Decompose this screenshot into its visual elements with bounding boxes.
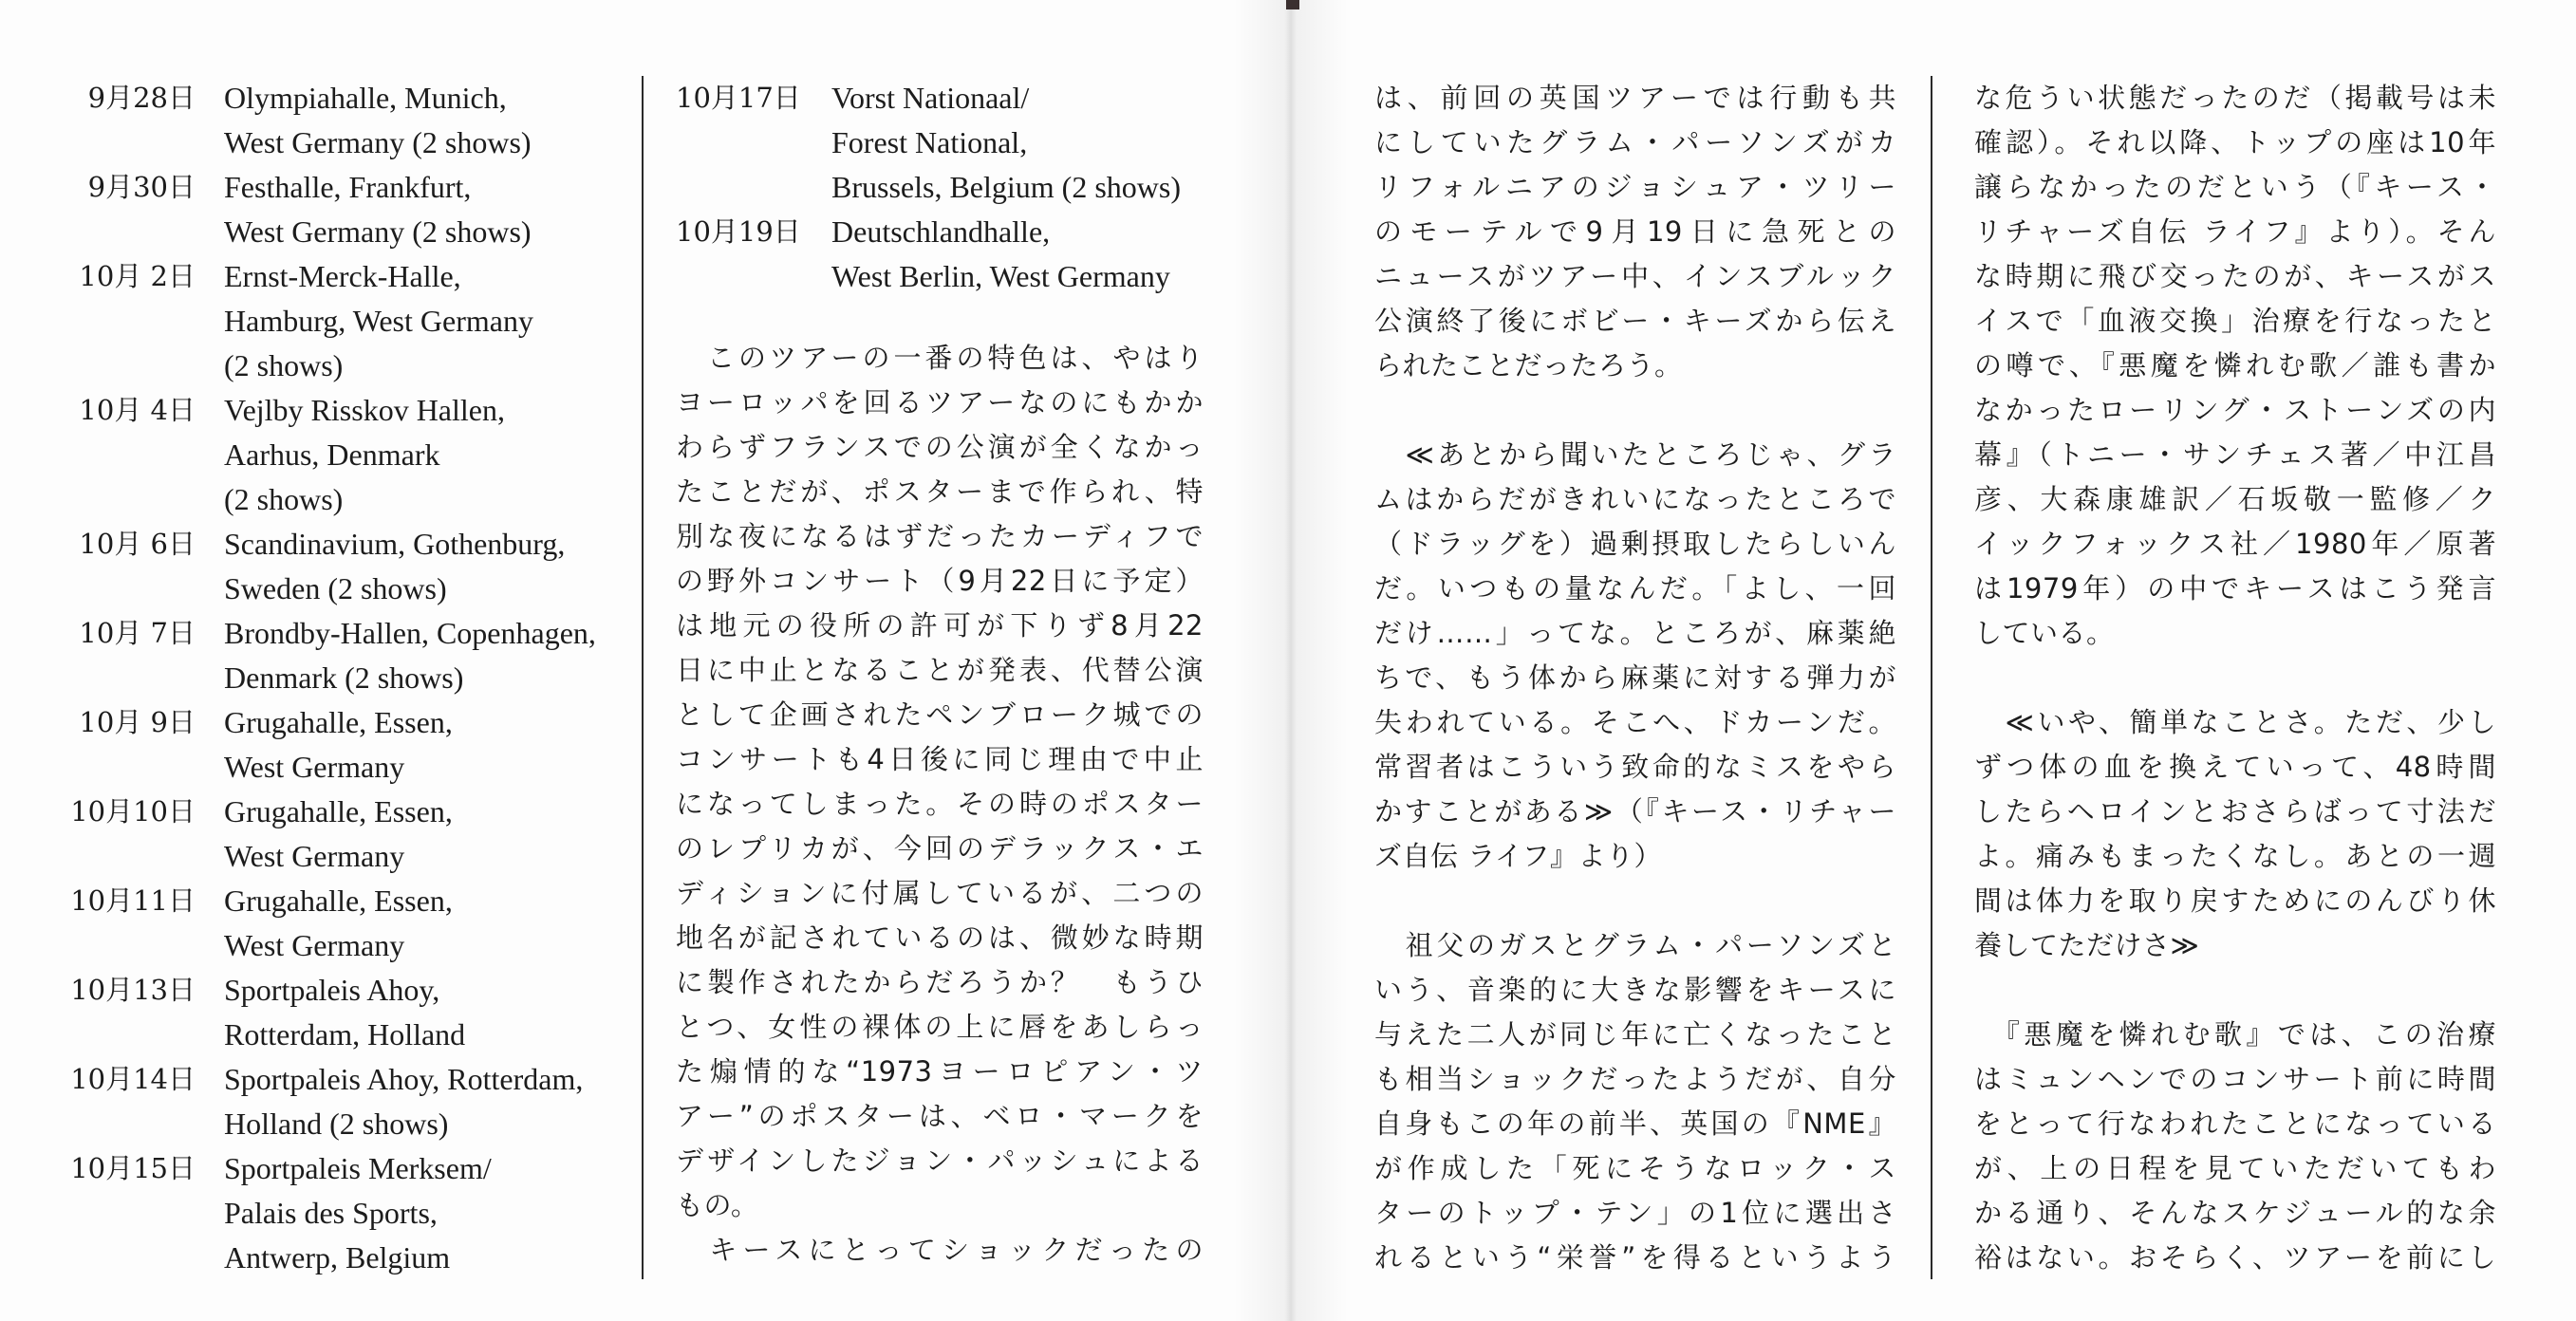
- text-line: 間は体力を取り戻すためにのんびり休: [1974, 884, 2496, 917]
- text-line: したらヘロインとおさらばって寸法だ: [1974, 795, 2496, 828]
- text-line: このツアーの一番の特色は、やはり: [676, 342, 1204, 374]
- text-line: に製作されたからだろうか？ もうひ: [676, 966, 1204, 998]
- text-line: アー”のポスターは、ベロ・マークを: [676, 1100, 1204, 1132]
- text-line: だ。いつもの量なんだ。「よし、一回: [1374, 572, 1896, 605]
- column-rule-right: [1931, 76, 1932, 1279]
- text-line: [1374, 388, 1896, 433]
- text-line: 常習者はこういう致命的なミスをやら: [1374, 751, 1896, 783]
- schedule-date: 10月11日: [70, 884, 196, 917]
- venue-line: Olympiahalle, Munich,: [224, 81, 507, 115]
- text-line: のレプリカが、今回のデラックス・エ: [676, 832, 1204, 865]
- venue-line: Vorst Nationaal/: [831, 81, 1030, 115]
- text-line: はミュンヘンでのコンサート前に時間: [1974, 1063, 2496, 1095]
- text-line: ニュースがツアー中、インスブルック: [1374, 260, 1896, 292]
- text-line: ちで、もう体から麻薬に対する弾力が: [1374, 661, 1896, 694]
- text-line: コンサートも4日後に同じ理由で中止: [676, 743, 1204, 775]
- text-line: れるという“栄誉”を得るというよう: [1374, 1241, 1896, 1274]
- article-column-2: [676, 336, 1204, 1273]
- text-line: な危うい状態だったのだ（掲載号は未: [1974, 82, 2496, 114]
- text-line: 別な夜になるはずだったカーディフで: [676, 520, 1204, 552]
- venue-line: Ernst-Merck-Halle,: [224, 259, 461, 293]
- text-line: として企画されたペンブローク城での: [676, 698, 1204, 731]
- text-line: ≪あとから聞いたところじゃ、グラ: [1374, 438, 1896, 471]
- text-line: イックフォックス社／1980年／原著: [1974, 528, 2496, 560]
- schedule-date: 10月 2日: [79, 260, 196, 292]
- text-line: 彦、大森康雄訳／石坂敬一監修／ク: [1974, 483, 2496, 515]
- text-line: ムはからだがきれいになったところで: [1374, 483, 1896, 515]
- text-line: な時期に飛び交ったのが、キースがス: [1974, 260, 2496, 292]
- ribbon-mark: [1286, 0, 1299, 9]
- venue-line: Grugahalle, Essen,: [224, 884, 453, 918]
- text-line: の噂で、『悪魔を憐れむ歌／誰も書か: [1974, 349, 2496, 381]
- schedule-venue: [224, 611, 642, 700]
- book-gutter: [1234, 0, 1348, 1321]
- text-line: ずつ体の血を換えていって、48時間: [1974, 751, 2496, 783]
- text-line: ヨーロッパを回るツアーなのにもかか: [676, 386, 1204, 419]
- schedule-venue: [224, 165, 642, 254]
- text-line: リフォルニアのジョシュア・ツリー: [1374, 171, 1896, 203]
- schedule-date: 10月13日: [70, 974, 196, 1006]
- text-line: リチャーズ自伝 ライフ』より）。そん: [1974, 215, 2496, 248]
- text-line: わらずフランスでの公演が全くなかっ: [676, 431, 1204, 463]
- text-line: している。: [1974, 617, 2115, 649]
- venue-line: Deutschlandhalle,: [831, 214, 1051, 249]
- venue-line: West Germany: [224, 750, 405, 784]
- venue-line: Palais des Sports,: [224, 1196, 438, 1230]
- text-line: 公演終了後にボビー・キーズから伝え: [1374, 305, 1896, 337]
- text-line: いう、音楽的に大きな影響をキースに: [1374, 974, 1896, 1006]
- schedule-date: 9月28日: [87, 82, 196, 114]
- venue-line: Sportpaleis Ahoy, Rotterdam,: [224, 1062, 584, 1096]
- text-line: にしていたグラム・パーソンズがカ: [1374, 126, 1896, 158]
- schedule-date: 10月 4日: [79, 394, 196, 426]
- venue-line: West Germany: [224, 928, 405, 962]
- schedule-date: 10月10日: [70, 795, 196, 828]
- text-line: ターのトップ・テン」の1位に選出さ: [1374, 1197, 1896, 1229]
- text-line: 譲らなかったのだという（『キース・: [1974, 171, 2496, 203]
- text-line: は、前回の英国ツアーでは行動も共: [1374, 82, 1896, 114]
- text-line: ズ自伝 ライフ』より）: [1374, 840, 1662, 872]
- venue-line: Vejlby Risskov Hallen,: [224, 393, 505, 427]
- venue-line: Brussels, Belgium (2 shows): [831, 170, 1181, 204]
- text-line: ディションに付属しているが、二つの: [676, 877, 1204, 909]
- venue-line: Festhalle, Frankfurt,: [224, 170, 472, 204]
- schedule-venue: [224, 254, 642, 388]
- text-line: 日に中止となることが発表、代替公演: [676, 654, 1204, 686]
- text-line: [1374, 879, 1896, 923]
- schedule-date: 9月30日: [87, 171, 196, 203]
- venue-line: Antwerp, Belgium: [224, 1240, 451, 1274]
- text-line: られたことだったろう。: [1374, 349, 1683, 381]
- schedule-venue: [224, 522, 642, 611]
- text-line: は1979年）の中でキースはこう発言: [1974, 572, 2496, 605]
- text-line: になってしまった。その時のポスター: [676, 788, 1204, 820]
- text-line: イスで「血液交換」治療を行なったと: [1974, 305, 2496, 337]
- schedule-venue: [224, 76, 642, 165]
- schedule-venue: [224, 388, 642, 522]
- text-line: も相当ショックだったようだが、自分: [1374, 1063, 1896, 1095]
- schedule-venue: [224, 700, 642, 790]
- schedule-venue: [831, 210, 1249, 299]
- venue-line: Rotterdam, Holland: [224, 1017, 466, 1051]
- text-line: のモーテルで9月19日に急死との: [1374, 215, 1896, 248]
- venue-line: West Germany: [224, 839, 405, 873]
- venue-line: (2 shows): [224, 482, 344, 516]
- text-line: の野外コンサート（9月22日に予定）: [676, 565, 1204, 597]
- venue-line: Grugahalle, Essen,: [224, 794, 453, 828]
- schedule-venue: [224, 790, 642, 879]
- venue-line: Brondby-Hallen, Copenhagen,: [224, 616, 596, 650]
- article-column-3: [1374, 76, 1896, 1280]
- text-line: 幕』（トニー・サンチェス著／中江昌: [1974, 438, 2496, 471]
- schedule-date: 10月 6日: [79, 528, 196, 560]
- venue-line: Sweden (2 shows): [224, 571, 447, 605]
- venue-line: Forest National,: [831, 125, 1028, 159]
- venue-line: Hamburg, West Germany: [224, 304, 533, 338]
- schedule-date: 10月15日: [70, 1152, 196, 1184]
- text-line: よ。痛みもまったくなし。あとの一週: [1974, 840, 2496, 872]
- venue-line: Scandinavium, Gothenburg,: [224, 527, 566, 561]
- venue-line: Sportpaleis Ahoy,: [224, 973, 440, 1007]
- text-line: [1974, 656, 2496, 700]
- text-line: 自身もこの年の前半、英国の『NME』: [1374, 1107, 1896, 1140]
- venue-line: West Germany (2 shows): [224, 214, 532, 249]
- schedule-date: 10月 7日: [79, 617, 196, 649]
- venue-line: Aarhus, Denmark: [224, 437, 440, 472]
- text-line: 確認）。それ以降、トップの座は10年: [1974, 126, 2496, 158]
- schedule-date: 10月14日: [70, 1063, 196, 1095]
- text-line: が、上の日程を見ていただいてもわ: [1974, 1152, 2496, 1184]
- article-column-4: [1974, 76, 2496, 1280]
- text-line: が作成した「死にそうなロック・ス: [1374, 1152, 1896, 1184]
- text-line: [1974, 968, 2496, 1013]
- text-line: キースにとってショックだったの: [676, 1234, 1204, 1266]
- text-line: 失われている。そこへ、ドカーンだ。: [1374, 706, 1896, 738]
- schedule-venue: [224, 1057, 642, 1146]
- schedule-venue: [831, 76, 1249, 210]
- text-line: かる通り、そんなスケジュール的な余: [1974, 1197, 2496, 1229]
- venue-line: West Germany (2 shows): [224, 125, 532, 159]
- text-line: は地元の役所の許可が下りず8月22: [676, 609, 1204, 642]
- schedule-date: 10月 9日: [79, 706, 196, 738]
- text-line: 与えた二人が同じ年に亡くなったこと: [1374, 1018, 1896, 1051]
- schedule-venue: [224, 879, 642, 968]
- text-line: をとって行なわれたことになっている: [1974, 1107, 2496, 1140]
- venue-line: (2 shows): [224, 348, 344, 382]
- text-line: 養してただけさ≫: [1974, 929, 2200, 961]
- text-line: た煽情的な“1973ヨーロピアン・ツ: [676, 1055, 1204, 1088]
- text-line: 地名が記されているのは、微妙な時期: [676, 921, 1204, 954]
- venue-line: Denmark (2 shows): [224, 660, 464, 695]
- text-line: （ドラッグを）過剰摂取したらしいん: [1374, 528, 1896, 560]
- text-line: 祖父のガスとグラム・パーソンズと: [1374, 929, 1896, 961]
- text-line: とつ、女性の裸体の上に唇をあしらっ: [676, 1011, 1204, 1043]
- text-line: たことだが、ポスターまで作られ、特: [676, 475, 1204, 508]
- venue-line: Sportpaleis Merksem/: [224, 1151, 492, 1185]
- venue-line: West Berlin, West Germany: [831, 259, 1170, 293]
- column-rule-left: [642, 76, 644, 1279]
- text-line: デザインしたジョン・パッシュによる: [676, 1144, 1204, 1177]
- venue-line: Grugahalle, Essen,: [224, 705, 453, 739]
- text-line: もの。: [676, 1189, 759, 1221]
- schedule-venue: [224, 1146, 642, 1280]
- text-line: かすことがある≫（『キース・リチャー: [1374, 795, 1896, 828]
- text-line: だけ……」ってな。ところが、麻薬絶: [1374, 617, 1896, 649]
- text-line: 裕はない。おそらく、ツアーを前にし: [1974, 1241, 2496, 1274]
- schedule-date: 10月17日: [676, 82, 801, 114]
- text-line: ≪いや、簡単なことさ。ただ、少し: [1974, 706, 2496, 738]
- text-line: 『悪魔を憐れむ歌』では、この治療: [1974, 1018, 2496, 1051]
- text-line: なかったローリング・ストーンズの内: [1974, 394, 2496, 426]
- schedule-date: 10月19日: [676, 215, 801, 248]
- venue-line: Holland (2 shows): [224, 1107, 449, 1141]
- schedule-venue: [224, 968, 642, 1057]
